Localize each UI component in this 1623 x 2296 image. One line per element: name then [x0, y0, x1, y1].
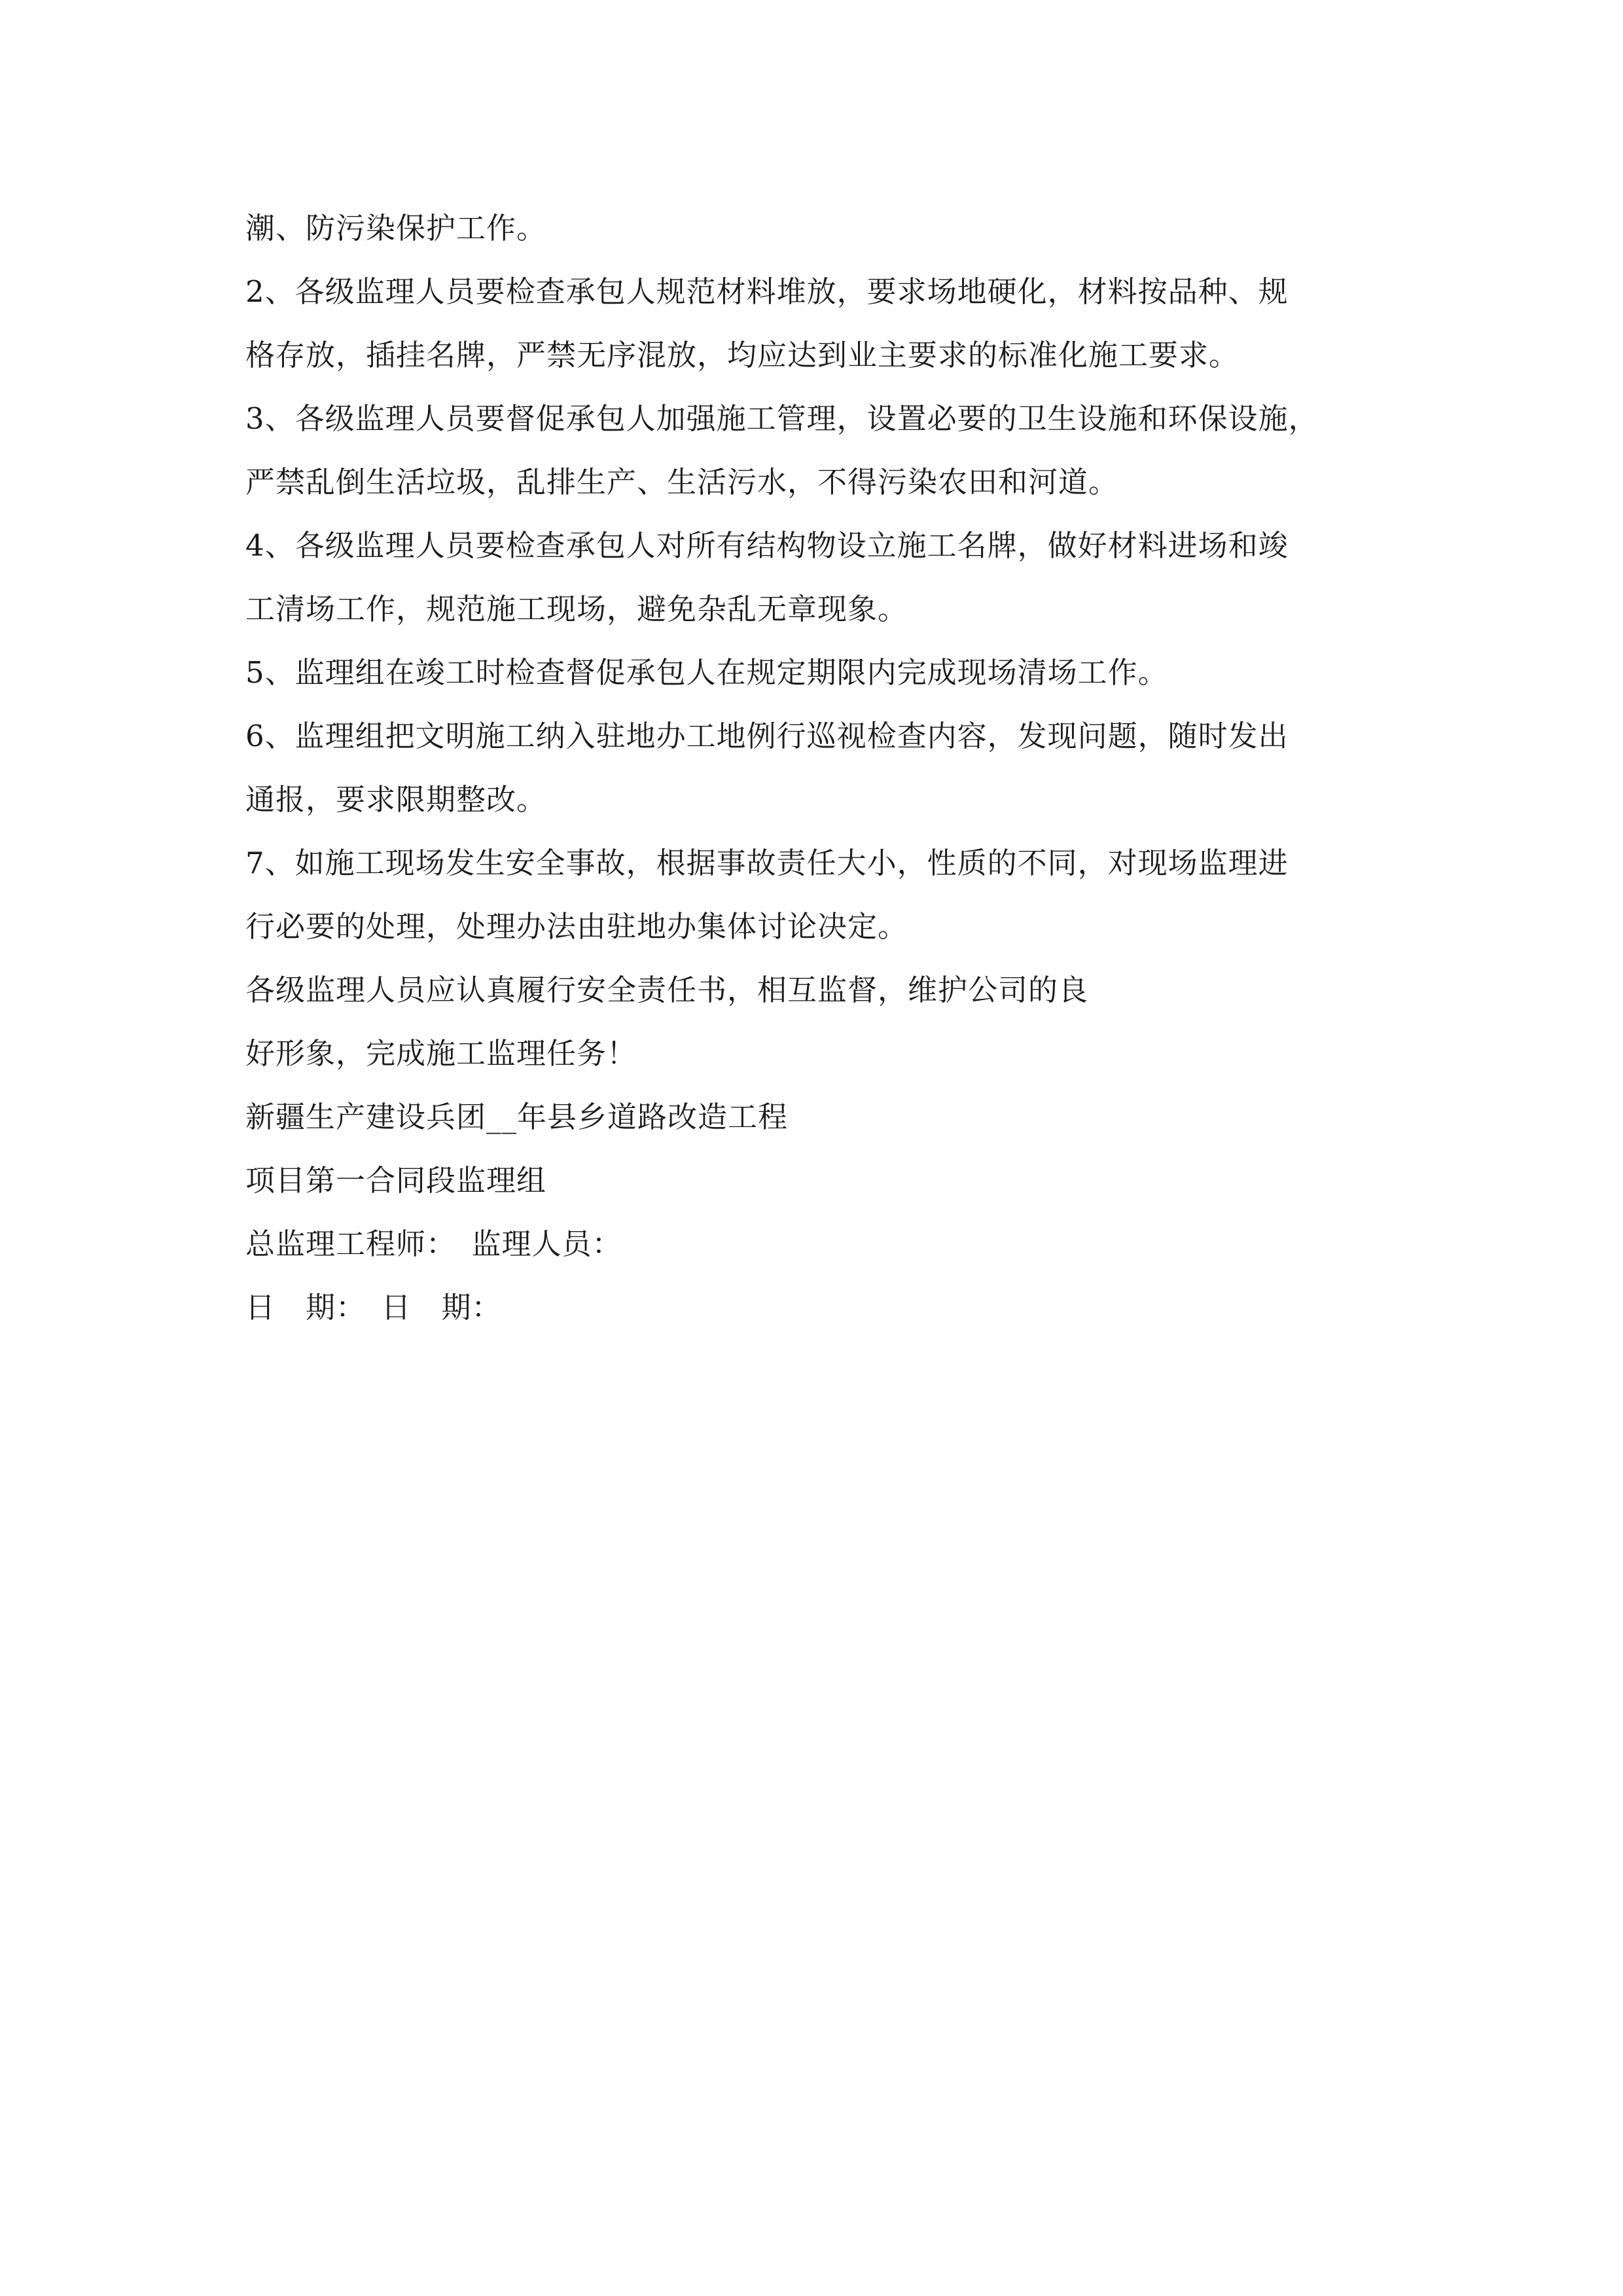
text-line: 5、监理组在竣工时检查督促承包人在规定期限内完成现场清场工作。 — [245, 655, 1168, 690]
text-line: 行必要的处理，处理办法由驻地办集体讨论决定。 — [245, 909, 908, 944]
supervision-group: 项目第一合同段监理组 — [245, 1163, 547, 1198]
text-line: 格存放，插挂名牌，严禁无序混放，均应达到业主要求的标准化施工要求。 — [245, 338, 1240, 372]
document-body — [245, 196, 1397, 1339]
text-line: 潮、防污染保护工作。 — [245, 211, 547, 245]
text-line: 2、各级监理人员要检查承包人规范材料堆放，要求场地硬化，材料按品种、规 — [245, 274, 1289, 309]
text-line: 通报，要求限期整改。 — [245, 782, 547, 817]
text-line: 7、如施工现场发生安全事故，根据事故责任大小，性质的不同，对现场监理进 — [245, 846, 1289, 880]
signature-line: 总监理工程师： 监理人员： — [245, 1227, 622, 1261]
text-line: 工清场工作，规范施工现场，避免杂乱无章现象。 — [245, 592, 908, 626]
date-line: 日 期： 日 期： — [245, 1290, 502, 1325]
text-line: 3、各级监理人员要督促承包人加强施工管理，设置必要的卫生设施和环保设施， — [245, 401, 1319, 436]
text-line: 6、监理组把文明施工纳入驻地办工地例行巡视检查内容，发现问题，随时发出 — [245, 719, 1289, 753]
text-line: 4、各级监理人员要检查承包人对所有结构物设立施工名牌，做好材料进场和竣 — [245, 528, 1289, 563]
closing-line: 各级监理人员应认真履行安全责任书，相互监督，维护公司的良 — [245, 973, 1089, 1007]
text-line: 严禁乱倒生活垃圾，乱排生产、生活污水，不得污染农田和河道。 — [245, 465, 1119, 499]
project-title: 新疆生产建设兵团__年县乡道路改造工程 — [245, 1100, 789, 1134]
closing-line: 好形象，完成施工监理任务！ — [245, 1036, 637, 1071]
